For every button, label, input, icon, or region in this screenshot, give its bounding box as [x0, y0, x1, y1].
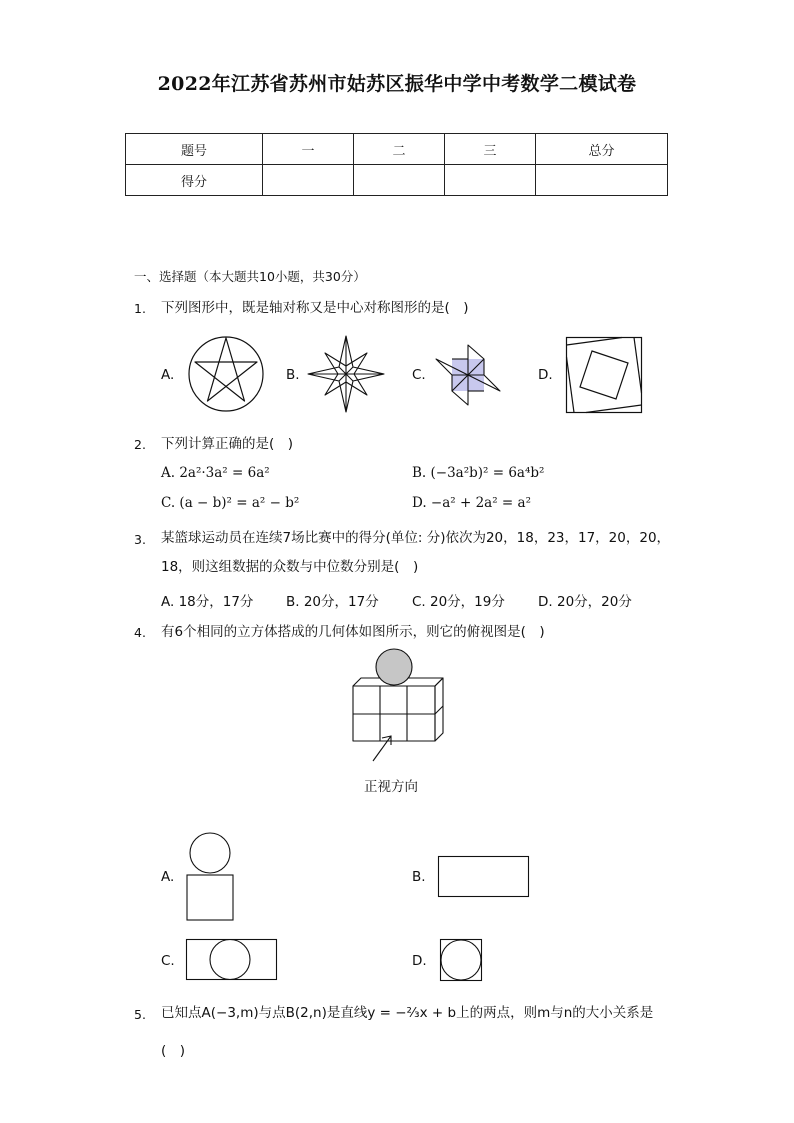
option-label: B. — [412, 869, 426, 885]
question-text-line1: 已知点A(−3,m)与点B(2,n)是直线y = −⅔x + b上的两点，则m与n的大小关系是 — [161, 1005, 654, 1021]
option-label: A. — [161, 367, 175, 383]
rectangle-figure — [438, 856, 530, 898]
option-label: A. — [161, 869, 175, 885]
score-table-header-row — [126, 134, 668, 165]
option-label: C. — [161, 953, 175, 969]
score-cell — [536, 165, 668, 196]
option-c: C. 20分，19分 — [412, 594, 505, 610]
option-a: A. 2a²·3a² = 6a² — [161, 465, 270, 481]
score-table-header-cell: 总分 — [536, 134, 668, 165]
square-in-square-figure — [566, 337, 642, 413]
cube-stack-with-sphere-figure — [346, 648, 446, 766]
option-label: C. — [412, 367, 426, 383]
question-text: 下列计算正确的是( ) — [161, 436, 294, 452]
question-number: 4. — [134, 625, 146, 640]
option-label: B. — [286, 367, 300, 383]
option-d: D. 20分，20分 — [538, 594, 632, 610]
score-table — [125, 133, 668, 196]
option-label: D. — [412, 953, 427, 969]
score-table-row-label: 得分 — [126, 165, 263, 196]
score-table-score-row — [126, 165, 668, 196]
option-d: D. −a² + 2a² = a² — [412, 495, 531, 511]
option-a: A. 18分，17分 — [161, 594, 254, 610]
four-point-star-figure — [308, 336, 384, 412]
score-cell — [263, 165, 354, 196]
question-number: 2. — [134, 437, 146, 452]
option-label: D. — [538, 367, 553, 383]
score-table-header-cell: 二 — [354, 134, 445, 165]
view-direction-caption: 正视方向 — [364, 779, 418, 795]
pinwheel-figure — [436, 345, 500, 405]
option-b: B. (−3a²b)² = 6a⁴b² — [412, 465, 545, 481]
section-heading: 一、选择题（本大题共10小题，共30分） — [134, 269, 366, 284]
pentagram-in-circle-figure — [186, 336, 266, 412]
question-text: 有6个相同的立方体搭成的几何体如图所示，则它的俯视图是( ) — [161, 624, 545, 640]
question-number: 1. — [134, 301, 146, 316]
question-text: 下列图形中，既是轴对称又是中心对称图形的是( ) — [161, 300, 469, 316]
score-table-header-cell: 题号 — [126, 134, 263, 165]
rectangle-with-circle-figure — [186, 939, 278, 981]
question-text-line2: 18，则这组数据的众数与中位数分别是( ) — [161, 559, 419, 575]
exam-title: 2022年江苏省苏州市姑苏区振华中学中考数学二模试卷 — [157, 73, 637, 95]
option-b: B. 20分，17分 — [286, 594, 379, 610]
question-number: 5. — [134, 1007, 146, 1022]
circle-above-square-figure — [186, 833, 236, 921]
question-text-line1: 某篮球运动员在连续7场比赛中的得分(单位: 分)依次为20，18，23，17，20，20， — [161, 530, 671, 546]
question-text-line2: ( ) — [161, 1043, 186, 1059]
square-with-circle-figure — [440, 939, 482, 981]
score-table-header-cell: 一 — [263, 134, 354, 165]
option-c: C. (a − b)² = a² − b² — [161, 495, 300, 511]
score-table-header-cell: 三 — [445, 134, 536, 165]
score-cell — [354, 165, 445, 196]
question-number: 3. — [134, 532, 146, 547]
score-cell — [445, 165, 536, 196]
